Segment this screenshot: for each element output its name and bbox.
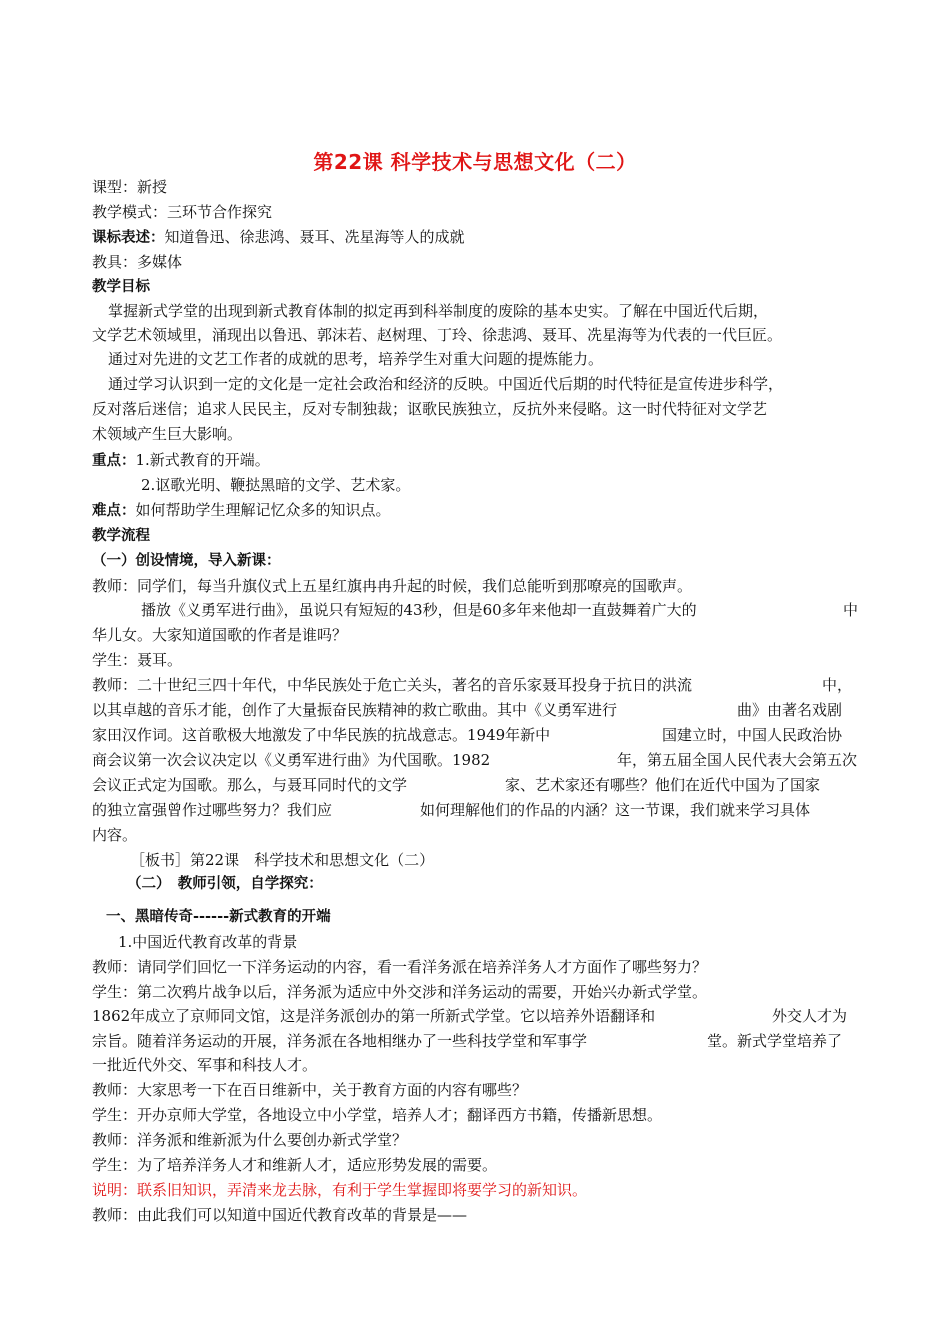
tools-label: 教具： xyxy=(92,253,138,271)
student-answer-5: 学生：开办京师大学堂，各地设立中小学堂，培养人才；翻译西方书籍，传播新思想。 xyxy=(92,1106,663,1124)
intro-line-6-end: 曲》由著名戏剧 xyxy=(737,701,843,719)
student-answer-4: 一批近代外交、军事和科技人才。 xyxy=(92,1056,318,1074)
teaching-tools xyxy=(92,250,862,274)
type-value: 新授 xyxy=(137,178,168,196)
standard-value: 知道鲁迅、徐悲鸿、聂耳、冼星海等人的成就 xyxy=(164,228,465,246)
intro-line-5-text: 教师：二十世纪三四十年代，中华民族处于危亡关头，著名的音乐家聂耳投身于抗日的洪流 xyxy=(92,676,693,694)
intro-line-2-text: 播放《义勇军进行曲》，虽说只有短短的43秒，但是60多年来他却一直鼓舞着广大的 xyxy=(141,601,697,619)
section-1-heading: 一、黑暗传奇------新式教育的开端 xyxy=(106,909,331,925)
teaching-mode xyxy=(92,200,862,224)
intro-line-11: 内容。 xyxy=(92,826,138,844)
subsection-1-heading: 1.中国近代教育改革的背景 xyxy=(118,933,298,951)
student-answer-1: 学生：第二次鸦片战争以后，洋务派为适应中外交涉和洋务运动的需要，开始兴办新式学堂。 xyxy=(92,983,708,1001)
board-writing: ［板书］第22课 科学技术和思想文化（二） xyxy=(130,851,435,869)
mode-label: 教学模式： xyxy=(92,203,168,221)
student-answer-3-text: 宗旨。随着洋务运动的开展，洋务派在各地相继办了一些科技学堂和军事学 xyxy=(92,1032,588,1050)
key-points-label: 重点： xyxy=(92,453,136,469)
tools-value: 多媒体 xyxy=(137,253,183,271)
type-label: 课型： xyxy=(92,178,138,196)
intro-line-7-text: 家田汉作词。这首歌极大地激发了中华民族的抗战意志。1949年新中 xyxy=(92,726,551,744)
step-1-heading: （一）创设情境，导入新课： xyxy=(92,553,281,569)
goals-paragraph-3-line-2: 反对落后迷信；追求人民民主，反对专制独裁；讴歌民族独立，反抗外来侵略。这一时代特征对文学艺 xyxy=(92,400,768,418)
goals-paragraph-3-line-1: 通过学习认识到一定的文化是一定社会政治和经济的反映。中国近代后期的时代特征是宣传进步科学， xyxy=(108,375,784,393)
curriculum-standard xyxy=(92,225,862,250)
intro-line-8 xyxy=(92,748,862,772)
student-answer-6: 学生：为了培养洋务人才和维新人才，适应形势发展的需要。 xyxy=(92,1156,498,1174)
key-point-1-text: 1.新式教育的开端。 xyxy=(135,451,270,469)
key-point-1 xyxy=(92,448,862,473)
flow-heading: 教学流程 xyxy=(92,528,150,544)
difficulty-text: 如何帮助学生理解记忆众多的知识点。 xyxy=(135,501,391,519)
teacher-question-4: 教师：由此我们可以知道中国近代教育改革的背景是—— xyxy=(92,1206,468,1224)
intro-line-2-end: 中 xyxy=(842,601,858,619)
teacher-question-2: 教师：大家思考一下在百日维新中，关于教育方面的内容有哪些？ xyxy=(92,1081,528,1099)
intro-line-10-end: 如何理解他们的作品的内涵？这一节课，我们就来学习具体 xyxy=(420,801,811,819)
intro-line-2 xyxy=(141,598,862,622)
intro-line-8-end: 年，第五届全国人民代表大会第五次 xyxy=(617,751,858,769)
difficulty-label: 难点： xyxy=(92,503,136,519)
intro-line-9-text: 会议正式定为国歌。那么，与聂耳同时代的文学 xyxy=(92,776,408,794)
teacher-question-1: 教师：请同学们回忆一下洋务运动的内容，看一看洋务派在培养洋务人才方面作了哪些努力？ xyxy=(92,958,708,976)
student-answer-2-end: 外交人才为 xyxy=(772,1007,848,1025)
intro-line-10-text: 的独立富强曾作过哪些努力？我们应 xyxy=(92,801,333,819)
student-answer-2 xyxy=(92,1004,862,1028)
student-answer-3-end: 堂。新式学堂培养了 xyxy=(707,1032,843,1050)
intro-line-4: 学生：聂耳。 xyxy=(92,651,183,669)
goals-paragraph-1-line-1: 掌握新式学堂的出现到新式教育体制的拟定再到科举制度的废除的基本史实。了解在中国近代后期， xyxy=(108,302,769,320)
intro-line-5-end: 中， xyxy=(822,676,853,694)
goals-paragraph-3-line-3: 术领域产生巨大影响。 xyxy=(92,425,243,443)
goals-paragraph-1-line-2: 文学艺术领域里，涌现出以鲁迅、郭沫若、赵树理、丁玲、徐悲鸿、聂耳、冼星海等为代表的一代巨匠。 xyxy=(92,326,783,344)
intro-line-9 xyxy=(92,773,862,797)
intro-line-6-text: 以其卓越的音乐才能，创作了大量振奋民族精神的救亡歌曲。其中《义勇军进行 xyxy=(92,701,618,719)
student-answer-3 xyxy=(92,1029,862,1053)
student-answer-2-text: 1862年成立了京师同文馆，这是洋务派创办的第一所新式学堂。它以培养外语翻译和 xyxy=(92,1007,656,1025)
step-2-heading: （二） 教师引领，自学探究： xyxy=(127,876,323,892)
lesson-title: 第22课 科学技术与思想文化（二） xyxy=(313,150,637,174)
teaching-note: 说明：联系旧知识，弄清来龙去脉，有利于学生掌握即将要学习的新知识。 xyxy=(92,1181,588,1199)
intro-line-7-end: 国建立时，中国人民政治协 xyxy=(662,726,843,744)
intro-line-3: 华儿女。大家知道国歌的作者是谁吗？ xyxy=(92,626,348,644)
difficulty xyxy=(92,498,862,523)
intro-line-7 xyxy=(92,723,862,747)
intro-line-6 xyxy=(92,698,862,722)
teacher-question-3: 教师：洋务派和维新派为什么要创办新式学堂？ xyxy=(92,1131,408,1149)
lesson-type xyxy=(92,175,862,199)
intro-line-8-text: 商会议第一次会议决定以《义勇军进行曲》为代国歌。1982 xyxy=(92,751,491,769)
key-point-2: 2.讴歌光明、鞭挞黑暗的文学、艺术家。 xyxy=(141,476,411,494)
goals-heading: 教学目标 xyxy=(92,279,150,295)
intro-line-5 xyxy=(92,673,862,697)
intro-line-9-end: 家、艺术家还有哪些？他们在近代中国为了国家 xyxy=(505,776,821,794)
goals-paragraph-2: 通过对先进的文艺工作者的成就的思考，培养学生对重大问题的提炼能力。 xyxy=(108,350,604,368)
intro-line-1: 教师：同学们，每当升旗仪式上五星红旗冉冉升起的时候，我们总能听到那嘹亮的国歌声。 xyxy=(92,577,693,595)
mode-value: 三环节合作探究 xyxy=(167,203,273,221)
intro-line-10 xyxy=(92,798,862,822)
standard-label: 课标表述： xyxy=(92,230,165,246)
